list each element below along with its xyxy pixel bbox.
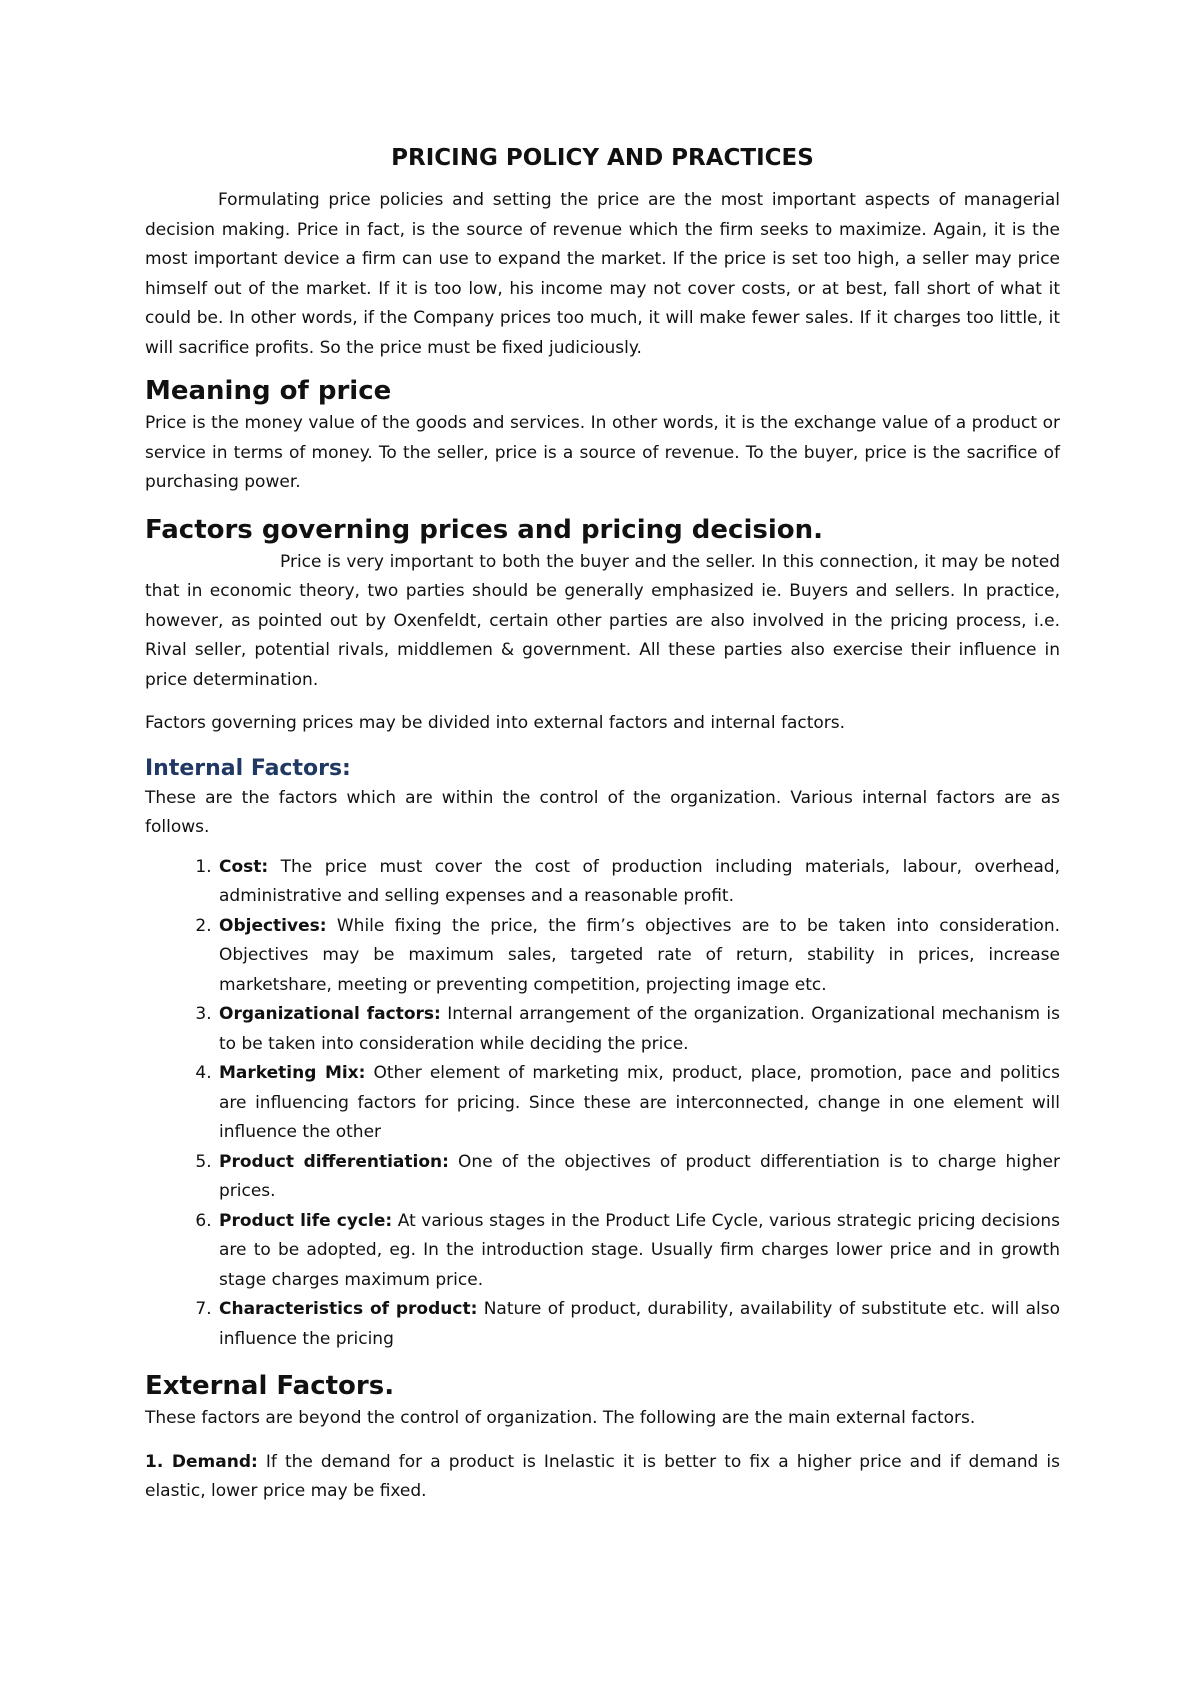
list-item-term: Characteristics of product: [219, 1299, 478, 1319]
list-item-term: Cost: [219, 856, 269, 877]
external-factors-heading: External Factors. [145, 1371, 395, 1401]
list-item-term: Objectives: [219, 915, 327, 936]
factors-paragraph: Price is very important to both the buyer and the seller. In this connection, it may be noted that in economic theory, two parties should be generally emphasized ie. Buyers and sellers. In practice, however, as pointed out by Oxenfeldt, certain other parties are also involved in the pricing process, i.e. Rival seller, potential rivals, middlemen & government. All these parties also exercise their influence in price determination. [145, 551, 1060, 690]
meaning-heading: Meaning of price [145, 376, 392, 406]
list-item [217, 912, 1060, 1001]
internal-factors-heading: Internal Factors: [145, 755, 351, 781]
list-item-text: Other element of marketing mix, product, place, promotion, pace and politics are influencing factors for pricing. Since these are interconnected, change in one element will influence the other [219, 1063, 1060, 1142]
list-item [217, 853, 1060, 912]
list-item [217, 1295, 1060, 1354]
meaning-paragraph: Price is the money value of the goods and services. In other words, it is the exchange value of a product or service in terms of money. To the seller, price is a source of revenue. To the buyer, price is the sacrifice of purchasing power. [145, 413, 1060, 492]
list-item-term: Product life cycle: [219, 1210, 393, 1231]
list-item [217, 1000, 1060, 1059]
list-item-text: Internal arrangement of the organization. Organizational mechanism is to be taken into consideration while deciding the price. [219, 1004, 1061, 1054]
list-item-term: Product differentiation: [219, 1151, 449, 1172]
list-item-text: While fixing the price, the firm’s objectives are to be taken into consideration. Objectives may be maximum sales, targeted rate of return, stability in prices, increase marketshare, meeting or preventing competition, projecting image etc. [219, 915, 1060, 995]
demand-label: 1. Demand: [145, 1451, 258, 1472]
list-item [217, 1148, 1060, 1207]
list-item-term: Organizational factors: [219, 1004, 441, 1024]
factors-heading: Factors governing prices and pricing decision. [145, 514, 823, 545]
factors-division-paragraph: Factors governing prices may be divided into external factors and internal factors. [145, 713, 846, 733]
demand-text: If the demand for a product is Inelastic it is better to fix a higher price and if demand is elastic, lower price may be fixed. [145, 1451, 1060, 1501]
list-item [217, 1059, 1060, 1148]
document-page [145, 140, 1060, 1507]
internal-factors-intro: These are the factors which are within the control of the organization. Various internal factors are as follows. [145, 787, 1060, 837]
list-item [217, 1207, 1060, 1296]
list-item-text: At various stages in the Product Life Cycle, various strategic pricing decisions are to be adopted, eg. In the introduction stage. Usually firm charges lower price and in growth stage charges maximum price. [219, 1210, 1060, 1290]
internal-factors-list [145, 853, 1060, 1355]
document-title: PRICING POLICY AND PRACTICES [391, 145, 814, 171]
demand-paragraph [145, 1448, 1060, 1507]
list-item-text: Nature of product, durability, availability of substitute etc. will also influence the pricing [219, 1299, 1060, 1349]
external-factors-intro: These factors are beyond the control of organization. The following are the main external factors. [145, 1408, 976, 1428]
list-item-text: One of the objectives of product differentiation is to charge higher prices. [219, 1151, 1060, 1201]
list-item-term: Marketing Mix: [219, 1063, 366, 1083]
list-item-text: The price must cover the cost of production including materials, labour, overhead, administrative and selling expenses and a reasonable profit. [219, 856, 1060, 906]
intro-paragraph: Formulating price policies and setting the price are the most important aspects of managerial decision making. Price in fact, is the source of revenue which the firm seeks to maximize. Again, it is the most important device a firm can use to expand the market. If the price is set too high, a seller may price himself out of the market. If it is too low, his income may not cover costs, or at best, fall short of what it could be. In other words, if the Company prices too much, it will make fewer sales. If it charges too little, it will sacrifice profits. So the price must be fixed judiciously. [145, 190, 1060, 358]
